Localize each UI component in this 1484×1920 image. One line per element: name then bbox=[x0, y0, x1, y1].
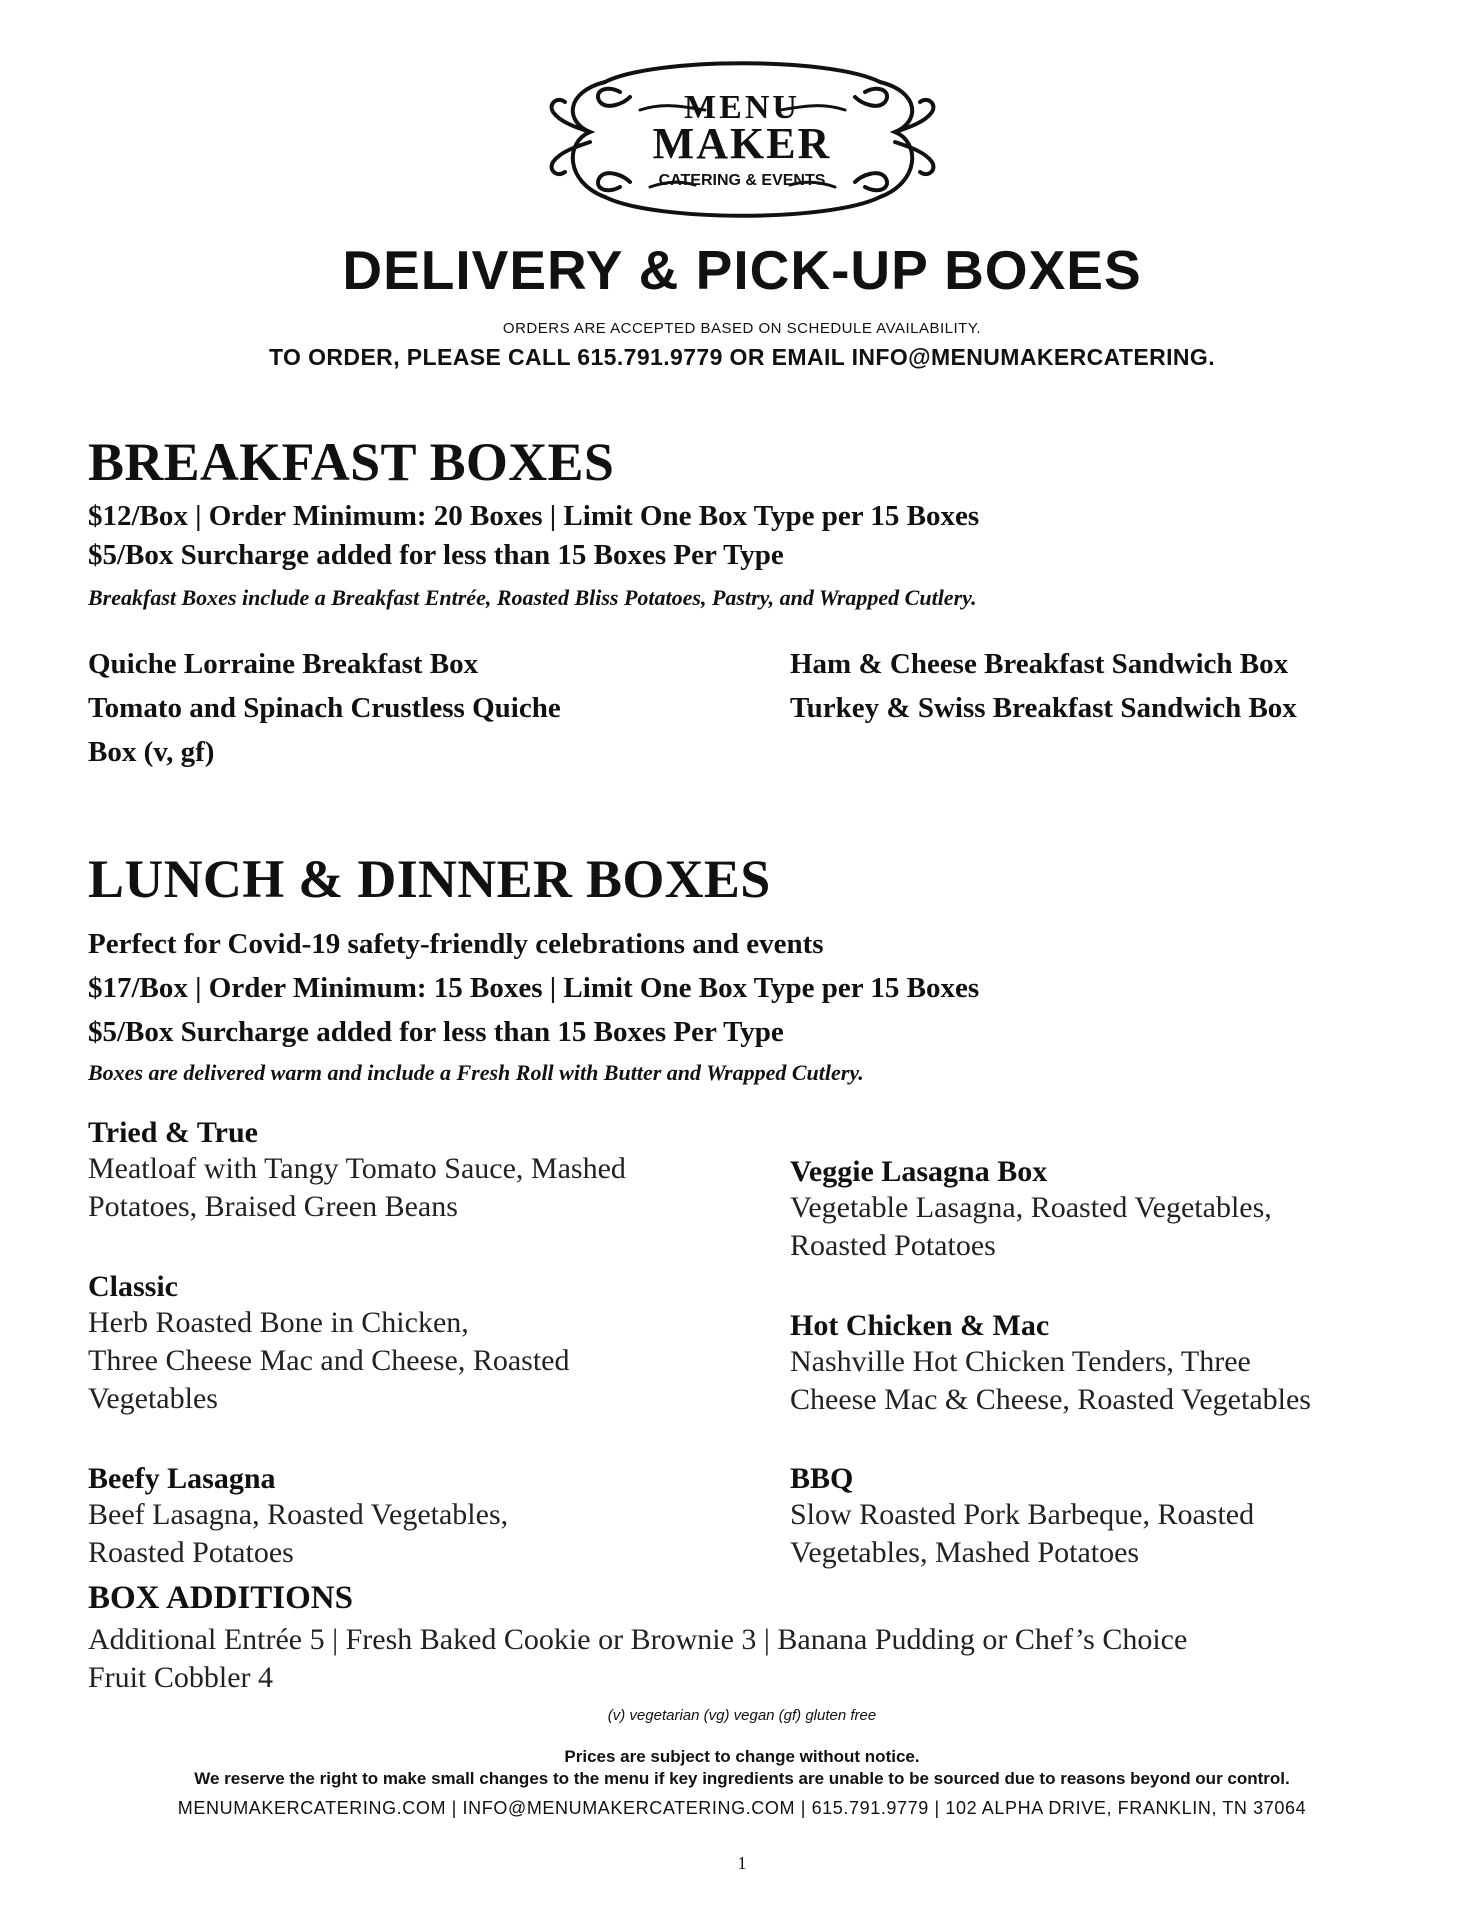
breakfast-surcharge: $5/Box Surcharge added for less than 15 Boxes Per Type bbox=[88, 539, 784, 571]
logo-line-menu: MENU bbox=[684, 89, 800, 126]
page-title: DELIVERY & PICK-UP BOXES bbox=[342, 239, 1142, 301]
lunch-tagline: Perfect for Covid-19 safety-friendly celebrations and events bbox=[88, 928, 824, 960]
breakfast-item: Tomato and Spinach Crustless Quiche bbox=[88, 692, 561, 724]
item-name: Classic bbox=[88, 1270, 178, 1303]
availability-note: ORDERS ARE ACCEPTED BASED ON SCHEDULE AVAILABILITY. bbox=[502, 320, 982, 337]
footer-contact: MENUMAKERCATERING.COM | INFO@MENUMAKERCATERING.COM | 615.791.9779 | 102 ALPHA DRIVE, FRANKLIN, TN 37064 bbox=[177, 1798, 1307, 1818]
breakfast-left-column bbox=[88, 642, 561, 774]
breakfast-item: Turkey & Swiss Breakfast Sandwich Box bbox=[790, 692, 1297, 724]
item-name: Tried & True bbox=[88, 1116, 258, 1149]
breakfast-note: Breakfast Boxes include a Breakfast Entrée, Roasted Bliss Potatoes, Pastry, and Wrapped Cutlery. bbox=[88, 585, 977, 610]
dietary-legend: (v) vegetarian (vg) vegan (gf) gluten free bbox=[607, 1707, 877, 1724]
logo-ornament bbox=[545, 52, 940, 227]
breakfast-pricing: $12/Box | Order Minimum: 20 Boxes | Limit One Box Type per 15 Boxes bbox=[88, 500, 980, 532]
menu-item-veggie-lasagna bbox=[790, 1155, 1272, 1265]
menu-change-disclaimer: We reserve the right to make small changes to the menu if key ingredients are unable to be sourced due to reasons beyond our control. bbox=[194, 1769, 1290, 1788]
lunch-note: Boxes are delivered warm and include a Fresh Roll with Butter and Wrapped Cutlery. bbox=[88, 1060, 864, 1085]
item-desc: Vegetables bbox=[88, 1382, 218, 1415]
item-name: Hot Chicken & Mac bbox=[790, 1309, 1050, 1342]
price-disclaimer: Prices are subject to change without notice. bbox=[564, 1747, 920, 1766]
item-desc: Roasted Potatoes bbox=[88, 1536, 294, 1569]
menu-item-classic bbox=[88, 1270, 569, 1418]
item-desc: Beef Lasagna, Roasted Vegetables, bbox=[88, 1498, 509, 1531]
menu-item-beefy-lasagna bbox=[88, 1462, 508, 1572]
item-desc: Herb Roasted Bone in Chicken, bbox=[88, 1306, 469, 1339]
item-desc: Vegetable Lasagna, Roasted Vegetables, bbox=[790, 1191, 1272, 1224]
lunch-surcharge: $5/Box Surcharge added for less than 15 Boxes Per Type bbox=[88, 1016, 784, 1048]
box-additions-heading: BOX ADDITIONS bbox=[88, 1580, 353, 1616]
menu-maker-logo bbox=[545, 52, 940, 227]
item-desc: Roasted Potatoes bbox=[790, 1229, 996, 1262]
item-desc: Slow Roasted Pork Barbeque, Roasted bbox=[790, 1498, 1255, 1531]
menu-item-tried-true bbox=[88, 1116, 626, 1226]
box-additions-line: Additional Entrée 5 | Fresh Baked Cookie or Brownie 3 | Banana Pudding or Chef’s Choice bbox=[88, 1623, 1188, 1656]
item-desc: Vegetables, Mashed Potatoes bbox=[790, 1536, 1140, 1569]
breakfast-item: Box (v, gf) bbox=[88, 736, 215, 768]
item-desc: Three Cheese Mac and Cheese, Roasted bbox=[88, 1344, 570, 1377]
breakfast-item: Ham & Cheese Breakfast Sandwich Box bbox=[790, 648, 1289, 680]
menu-item-bbq bbox=[790, 1462, 1254, 1572]
breakfast-heading: BREAKFAST BOXES bbox=[88, 432, 615, 492]
lunch-dinner-heading: LUNCH & DINNER BOXES bbox=[88, 849, 771, 909]
item-desc: Meatloaf with Tangy Tomato Sauce, Mashed bbox=[88, 1152, 626, 1185]
item-desc: Potatoes, Braised Green Beans bbox=[88, 1190, 458, 1223]
lunch-pricing: $17/Box | Order Minimum: 15 Boxes | Limit One Box Type per 15 Boxes bbox=[88, 972, 980, 1004]
page-number: 1 bbox=[737, 1853, 747, 1873]
menu-item-hot-chicken-mac bbox=[790, 1309, 1311, 1419]
logo-line-catering: CATERING & EVENTS bbox=[658, 172, 826, 189]
box-additions-line: Fruit Cobbler 4 bbox=[88, 1661, 273, 1694]
item-name: Beefy Lasagna bbox=[88, 1462, 276, 1495]
item-desc: Cheese Mac & Cheese, Roasted Vegetables bbox=[790, 1383, 1311, 1416]
breakfast-item: Quiche Lorraine Breakfast Box bbox=[88, 648, 479, 680]
breakfast-right-column bbox=[790, 642, 1297, 730]
order-contact-line: TO ORDER, PLEASE CALL 615.791.9779 OR EMAIL INFO@MENUMAKERCATERING. bbox=[269, 344, 1215, 370]
logo-line-maker: MAKER bbox=[652, 119, 832, 168]
item-name: BBQ bbox=[790, 1462, 854, 1495]
item-desc: Nashville Hot Chicken Tenders, Three bbox=[790, 1345, 1251, 1378]
item-name: Veggie Lasagna Box bbox=[790, 1155, 1048, 1188]
